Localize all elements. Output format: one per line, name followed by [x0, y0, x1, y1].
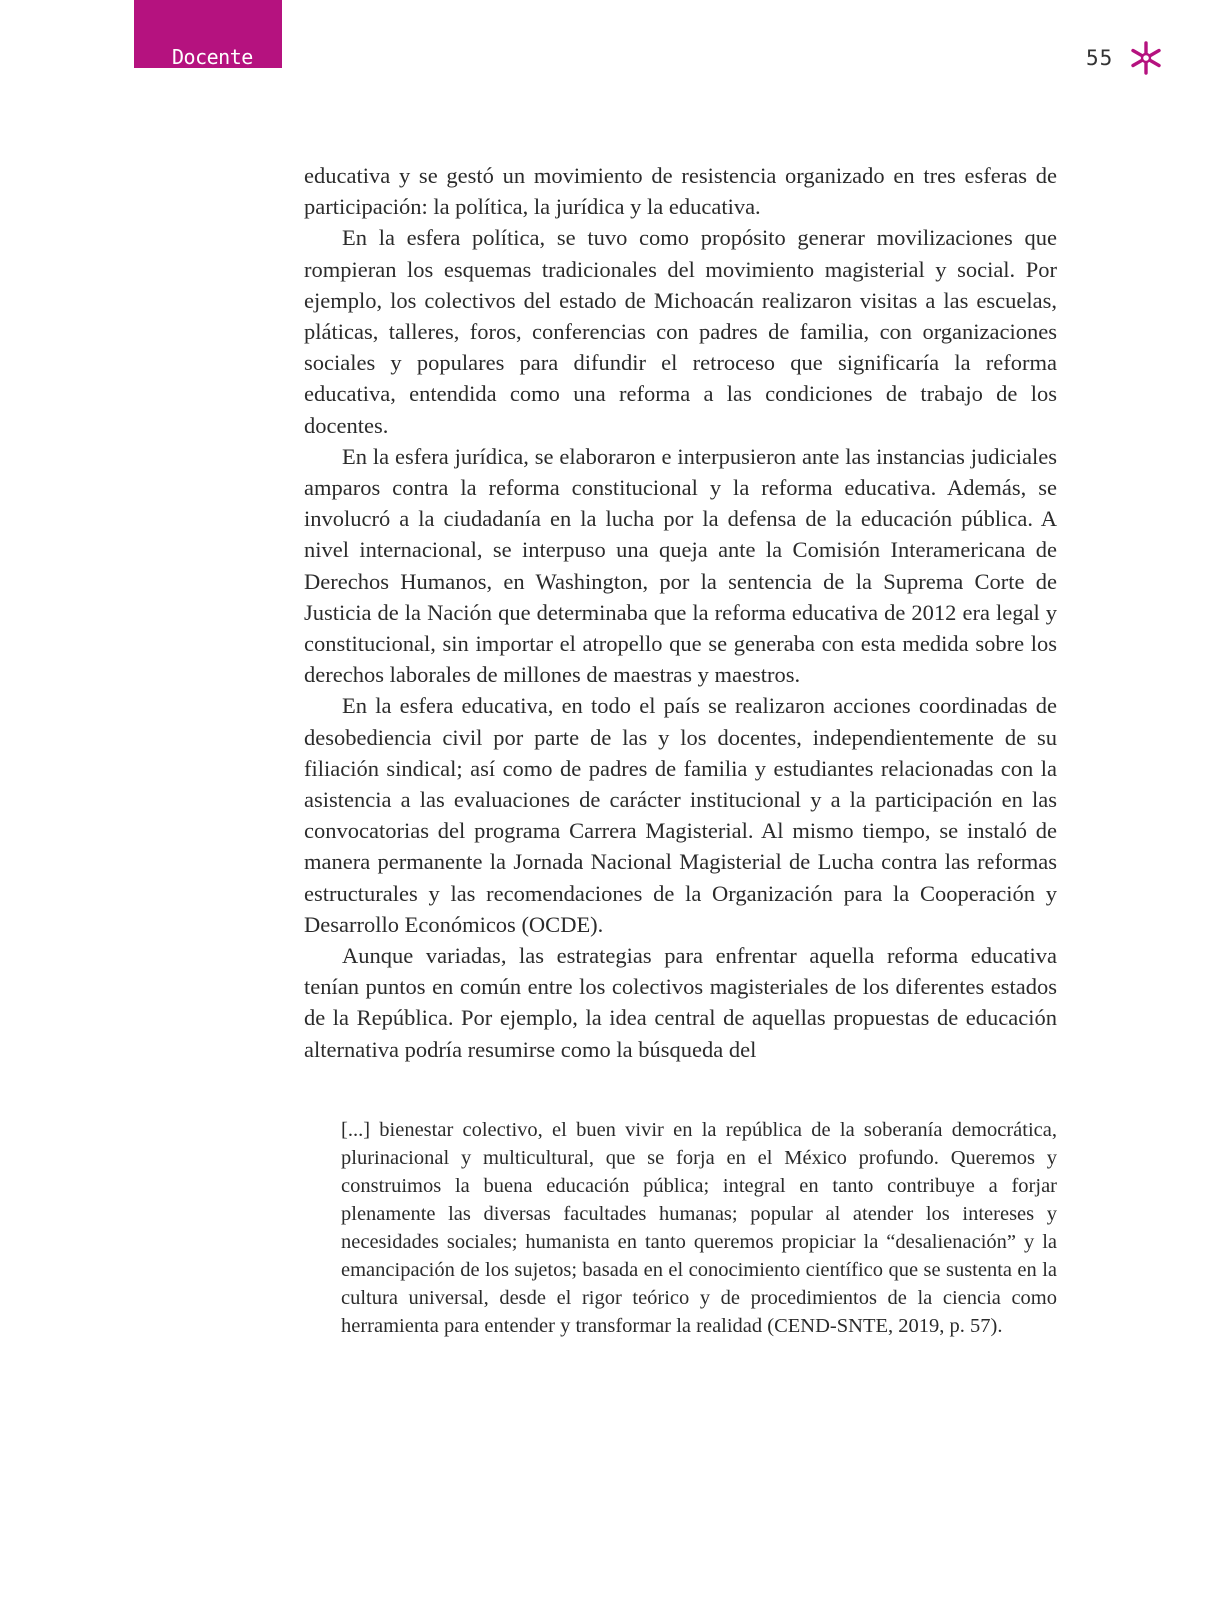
paragraph-educational-sphere: En la esfera educativa, en todo el país se realizaron acciones coordinadas de desobediencia civil por parte de las y los docentes, independientemente de su filiación sindical; así como de padres de familia y estudiantes relacionadas con la asistencia a las evaluaciones de carácter institucional y a la participación en las convocatorias del programa Carrera Magisterial. Al mismo tiempo, se instaló de manera permanente la Jornada Nacional Magisterial de Lucha contra las reformas estructurales y las recomendaciones de la Organización para la Cooperación y Desarrollo Económicos (OCDE).	[304, 693, 1057, 937]
section-label: Docente	[172, 45, 253, 69]
body-text	[304, 160, 1057, 1065]
paragraph-strategies: Aunque variadas, las estrategias para enfrentar aquella reforma educativa tenían puntos en común entre los colectivos magisteriales de los diferentes estados de la República. Por ejemplo, la idea central de aquellas propuestas de educación alternativa podría resumirse como la búsqueda del	[304, 943, 1057, 1062]
asterisk-icon	[1128, 40, 1164, 76]
block-quote: [...] bienestar colectivo, el buen vivir en la república de la soberanía democrática, plurinacional y multicultural, que se forja en el México profundo. Queremos y construimos la buena educación pública; integral en tanto contribuye a forjar plenamente las diversas facultades humanas; popular al atender los intereses y necesidades sociales; humanista en tanto queremos propiciar la “desalienación” y la emancipación de los sujetos; basada en el conocimiento científico que se sustenta en la cultura universal, desde el rigor teórico y de procedimientos de la ciencia como herramienta para entender y transformar la realidad (CEND-SNTE, 2019, p. 57).	[341, 1119, 1057, 1337]
paragraph-legal-sphere: En la esfera jurídica, se elaboraron e interpusieron ante las instancias judiciales amparos contra la reforma constitucional y la reforma educativa. Además, se involucró a la ciudadanía en la lucha por la defensa de la educación pública. A nivel internacional, se interpuso una queja ante la Comisión Interamericana de Derechos Humanos, en Washington, por la sentencia de la Suprema Corte de Justicia de la Nación que determinaba que la reforma educativa de 2012 era legal y constitucional, sin importar el atropello que se generaba con esta medida sobre los derechos laborales de millones de maestras y maestros.	[304, 443, 1057, 688]
paragraph-political-sphere: En la esfera política, se tuvo como propósito generar movilizaciones que rompieran los esquemas tradicionales del movimiento magisterial y social. Por ejemplo, los colectivos del estado de Michoacán realizaron visitas a las escuelas, pláticas, talleres, foros, conferencias con padres de familia, con organizaciones sociales y populares para difundir el retroceso que significaría la reforma educativa, entendida como una reforma a las condiciones de trabajo de los docentes.	[304, 225, 1057, 438]
section-tab	[134, 0, 282, 68]
page-number: 55	[1086, 46, 1114, 70]
paragraph-continuation: educativa y se gestó un movimiento de resistencia organizado en tres esferas de participación: la política, la jurídica y la educativa.	[304, 163, 1057, 220]
